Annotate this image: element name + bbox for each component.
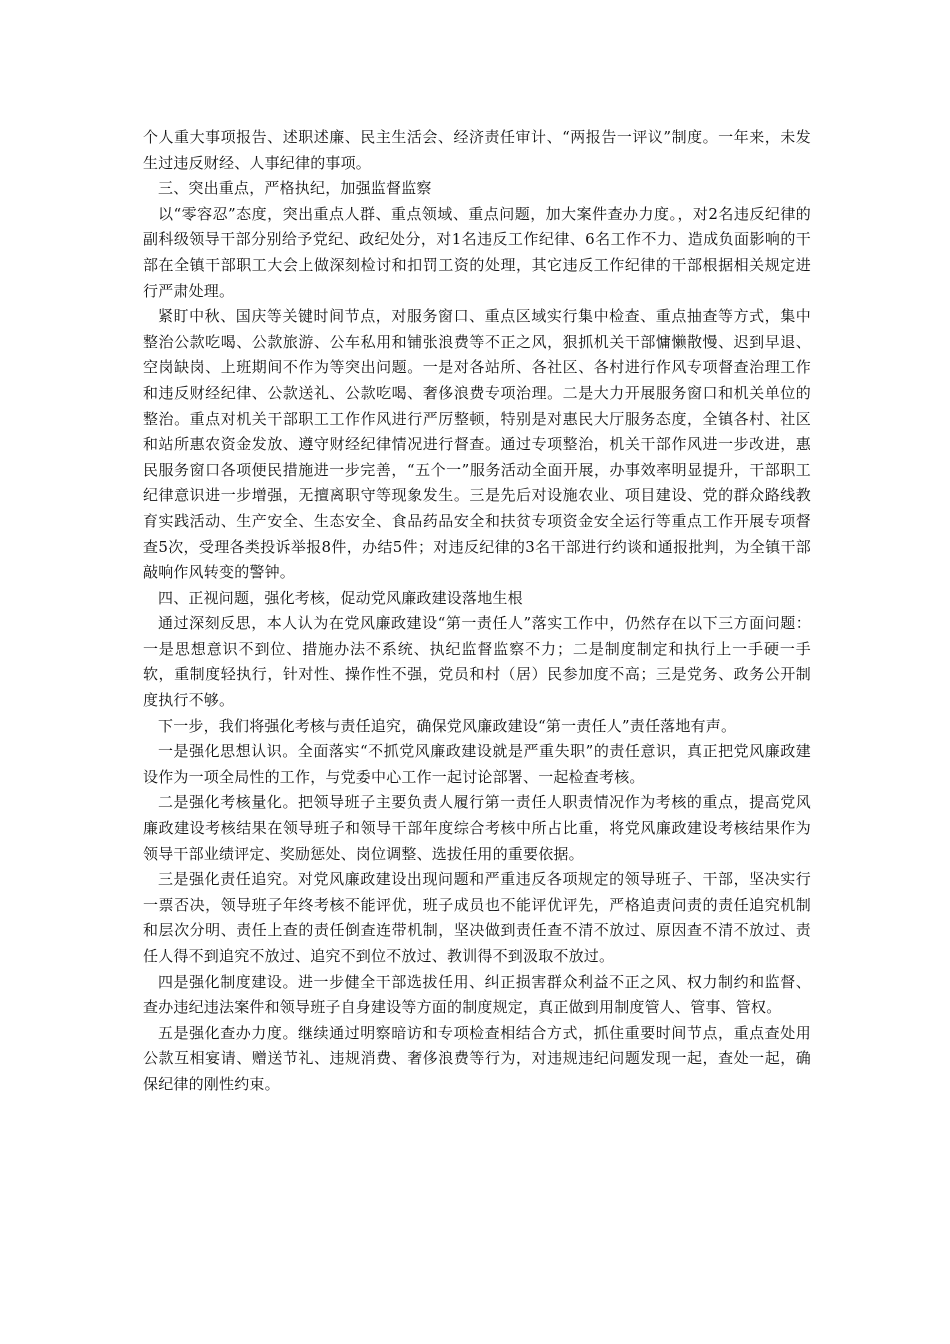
document-body bbox=[143, 125, 811, 1098]
paragraph-item-5: 五是强化查办力度。继续通过明察暗访和专项检查相结合方式，抓住重要时间节点，重点查处用公款互相宴请、赠送节礼、违规消费、奢侈浪费等行为，对违规违纪问题发现一起，查处一起，确保纪律的刚性约束。 bbox=[143, 1023, 811, 1093]
paragraph-continuation: 个人重大事项报告、述职述廉、民主生活会、经济责任审计、“两报告一评议”制度。一年来，未发生过违反财经、人事纪律的事项。 bbox=[143, 128, 811, 172]
paragraph-next-step: 下一步，我们将强化考核与责任追究，确保党风廉政建设“第一责任人”责任落地有声。 bbox=[158, 716, 737, 735]
paragraph-zero-tolerance: 以“零容忍”态度，突出重点人群、重点领域、重点问题，加大案件查办力度。，对2名违反纪律的副科级领导干部分别给予党纪、政纪处分，对1名违反工作纪律、6名工作不力、造成负面影响的干部在全镇干部职工大会上做深刻检讨和扣罚工资的处理，其它违反工作纪律的干部根据相关规定进行严肃处理。 bbox=[143, 204, 811, 300]
paragraph-item-2: 二是强化考核量化。把领导班子主要负责人履行第一责任人职责情况作为考核的重点，提高党风廉政建设考核结果在领导班子和领导干部年度综合考核中所占比重，将党风廉政建设考核结果作为领导干部业绩评定、奖励惩处、岗位调整、选拔任用的重要依据。 bbox=[143, 793, 811, 863]
paragraph-item-1: 一是强化思想认识。全面落实“不抓党风廉政建设就是严重失职”的责任意识，真正把党风廉政建设作为一项全局性的工作，与党委中心工作一起讨论部署、一起检查考核。 bbox=[143, 742, 811, 786]
paragraph-key-time-nodes: 紧盯中秋、国庆等关键时间节点，对服务窗口、重点区域实行集中检查、重点抽查等方式，集中整治公款吃喝、公款旅游、公车私用和铺张浪费等不正之风，狠抓机关干部慵懒散慢、迟到早退、空岗缺岗、上班期间不作为等突出问题。一是对各站所、各社区、各村进行作风专项督查治理工作和违反财经纪律、公款送礼、公款吃喝、奢侈浪费专项治理。二是大力开展服务窗口和机关单位的整治。重点对机关干部职工工作作风进行严厉整顿，特别是对惠民大厅服务态度，全镇各村、社区和站所惠农资金发放、遵守财经纪律情况进行督查。通过专项整治，机关干部作风进一步改进，惠民服务窗口各项便民措施进一步完善，“五个一”服务活动全面开展，办事效率明显提升，干部职工纪律意识进一步增强，无擅离职守等现象发生。三是先后对设施农业、项目建设、党的群众路线教育实践活动、生产安全、生态安全、食品药品安全和扶贫专项资金安全运行等重点工作开展专项督查5次，受理各类投诉举报8件，办结5件；对违反纪律的3名干部进行约谈和通报批判，为全镇干部敲响作风转变的警钟。 bbox=[143, 307, 811, 582]
section-heading-4: 四、正视问题，强化考核，促动党风廉政建设落地生根 bbox=[158, 588, 523, 607]
section-heading-3: 三、突出重点，严格执纪，加强监督监察 bbox=[158, 179, 432, 198]
paragraph-reflection: 通过深刻反思，本人认为在党风廉政建设“第一责任人”落实工作中，仍然存在以下三方面问题：一是思想意识不到位、措施办法不系统、执纪监督监察不力；二是制度制定和执行上一手硬一手软，重制度轻执行，针对性、操作性不强，党员和村（居）民参加度不高；三是党务、政务公开制度执行不够。 bbox=[143, 614, 811, 710]
paragraph-item-4: 四是强化制度建设。进一步健全干部选拔任用、纠正损害群众利益不正之风、权力制约和监督、查办违纪违法案件和领导班子自身建设等方面的制度规定，真正做到用制度管人、管事、管权。 bbox=[143, 972, 811, 1017]
paragraph-item-3: 三是强化责任追究。对党风廉政建设出现问题和严重违反各项规定的领导班子、干部，坚决实行一票否决，领导班子年终考核不能评优，班子成员也不能评优评先，严格追责问责的责任追究机制和层次分明、责任上查的责任倒查连带机制，坚决做到责任查不清不放过、原因查不清不放过、责任人得不到追究不放过、追究不到位不放过、教训得不到汲取不放过。 bbox=[143, 870, 811, 965]
